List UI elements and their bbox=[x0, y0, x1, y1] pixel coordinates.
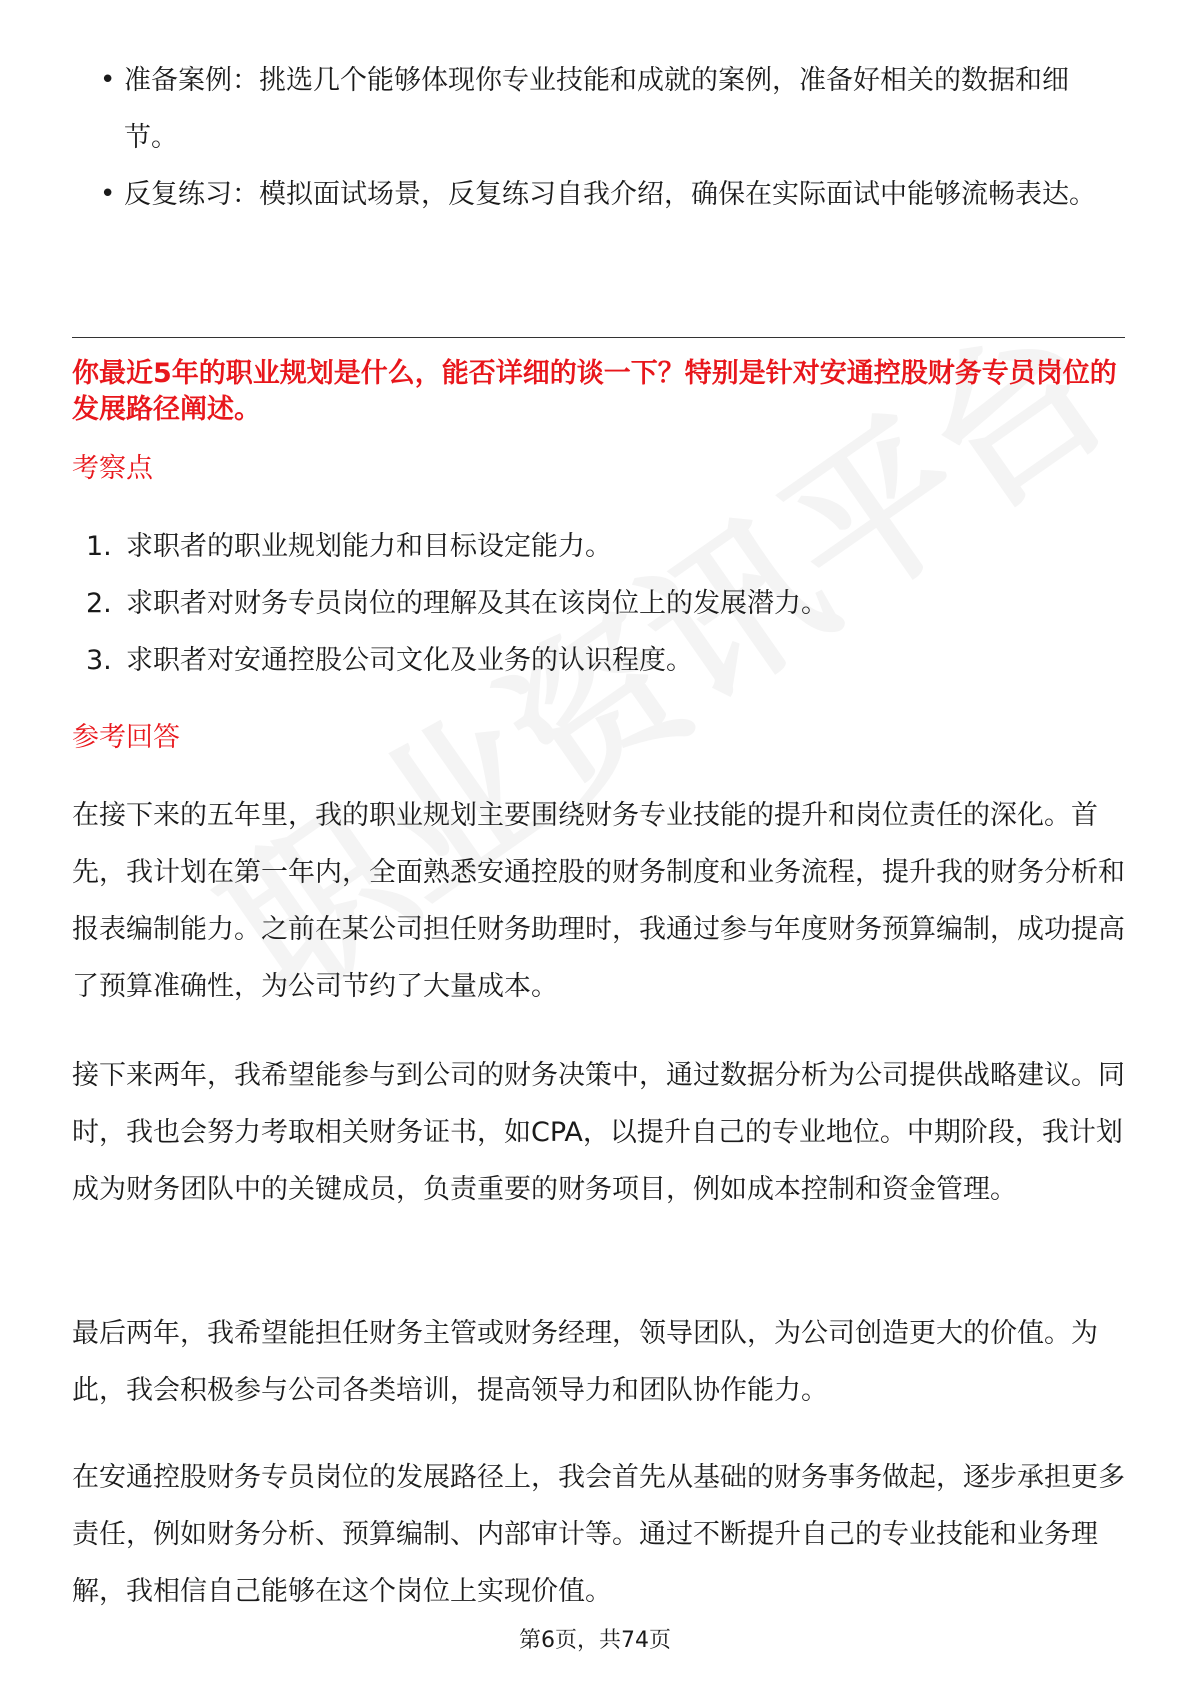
answer-paragraph: 在接下来的五年里，我的职业规划主要围绕财务专业技能的提升和岗位责任的深化。首先，我计划在第一年内，全面熟悉安通控股的财务制度和业务流程，提升我的财务分析和报表编制能力。之前在某公司担任财务助理时，我通过参与年度财务预算编制，成功提高了预算准确性，为公司节约了大量成本。 bbox=[72, 800, 1125, 1002]
list-number: 3. bbox=[86, 645, 112, 676]
list-text: 求职者对财务专员岗位的理解及其在该岗位上的发展潜力。 bbox=[126, 588, 828, 619]
list-text: 求职者的职业规划能力和目标设定能力。 bbox=[126, 531, 612, 562]
list-item: • 准备案例：挑选几个能够体现你专业技能和成就的案例，准备好相关的数据和细节。 bbox=[72, 52, 1122, 166]
list-item bbox=[72, 632, 1122, 689]
section-divider bbox=[72, 337, 1125, 338]
tips-list bbox=[72, 52, 1122, 223]
answer-heading: 参考回答 bbox=[72, 722, 180, 753]
list-item bbox=[72, 575, 1122, 632]
answer-paragraph: 最后两年，我希望能担任财务主管或财务经理，领导团队，为公司创造更大的价值。为此，我会积极参与公司各类培训，提高领导力和团队协作能力。 bbox=[72, 1318, 1098, 1406]
list-item bbox=[72, 518, 1122, 575]
list-number: 1. bbox=[86, 531, 112, 562]
list-number: 2. bbox=[86, 588, 112, 619]
list-text: 求职者对安通控股公司文化及业务的认识程度。 bbox=[126, 645, 693, 676]
list-item: • 反复练习：模拟面试场景，反复练习自我介绍，确保在实际面试中能够流畅表达。 bbox=[72, 166, 1122, 223]
answer-paragraph: 在安通控股财务专员岗位的发展路径上，我会首先从基础的财务事务做起，逐步承担更多责任，例如财务分析、预算编制、内部审计等。通过不断提升自己的专业技能和业务理解，我相信自己能够在这个岗位上实现价值。 bbox=[72, 1462, 1125, 1607]
answer-paragraph: 接下来两年，我希望能参与到公司的财务决策中，通过数据分析为公司提供战略建议。同时，我也会努力考取相关财务证书，如CPA，以提升自己的专业地位。中期阶段，我计划成为财务团队中的关键成员，负责重要的财务项目，例如成本控制和资金管理。 bbox=[72, 1060, 1125, 1205]
page-number: 第6页，共74页 bbox=[519, 1628, 671, 1653]
assessment-heading: 考察点 bbox=[72, 453, 153, 484]
assessment-list bbox=[72, 518, 1122, 689]
question-title: 你最近5年的职业规划是什么，能否详细的谈一下？特别是针对安通控股财务专员岗位的发展路径阐述。 bbox=[72, 358, 1117, 425]
